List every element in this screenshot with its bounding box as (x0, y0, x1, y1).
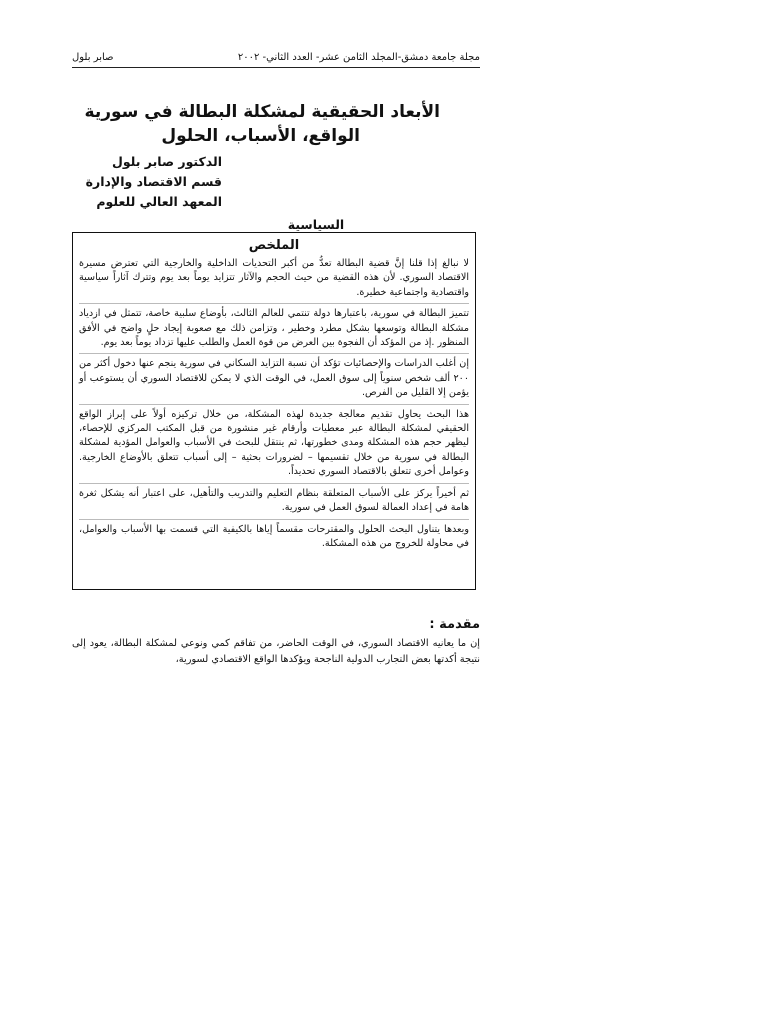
header-author: صابر بلول (72, 52, 114, 63)
abstract-paragraph: وبعدها يتناول البحث الحلول والمقترحات مقسماً إياها بالكيفية التي قسمت بها الأسباب والعوامل، في محاولة للخروج من هذه المشكلة. (79, 523, 469, 549)
author-institute: المعهد العالي للعلوم (96, 194, 222, 209)
paper-title (72, 100, 480, 148)
title-line-2: الواقع، الأسباب، الحلول (161, 126, 360, 146)
running-header (72, 49, 480, 68)
introduction-body: إن ما يعانيه الاقتصاد السوري، في الوقت الحاضر، من تفاقم كمي ونوعي لمشكلة البطالة، يعود إلى نتيجة أكدتها بعض التجارب الدولية الناجحة ويؤكدها الواقع الاقتصادي لسورية، (72, 638, 480, 665)
author-affiliation (72, 152, 480, 235)
author-institute-continued: السياسية (287, 217, 345, 232)
abstract-paragraph: إن أغلب الدراسات والإحصائيات تؤكد أن نسبة التزايد السكاني في سورية ينجم عنها دخول أكثر من ٢٠٠ ألف شخص سنوياً إلى سوق العمل، في الوقت الذي لا يمكن للاقتصاد السوري أن يستوعب أو يؤمن إلا القليل من الفرص. (79, 357, 469, 404)
author-department: قسم الاقتصاد والإدارة (85, 174, 222, 189)
abstract-paragraph: لا نبالغ إذا قلنا إنَّ قضية البطالة تعدُّ من أكبر التحديات الداخلية والخارجية التي تعترض مسيرة الاقتصاد السوري. لأن هذه القضية من حيث الحجم والآثار تتزايد يوماً بعد يوم وتترك آثاراً سياسية واقتصادية واجتماعية خطيرة. (79, 257, 469, 304)
abstract-box (72, 232, 476, 590)
title-line-1: الأبعاد الحقيقية لمشكلة البطالة في سورية (84, 102, 440, 122)
abstract-paragraph: هذا البحث يحاول تقديم معالجة جديدة لهذه المشكلة، من خلال تركيزه أولاً على إبراز الواقع الحقيقي لمشكلة البطالة عبر معطيات وأرقام غير منشورة من قبل المكتب المركزي للإحصاء، ليظهر حجم هذه المشكلة ومدى خطورتها، ثم ينتقل للبحث في الأسباب والعوامل المؤدية لمشكلة البطالة في سورية من خلال تقسيمها – لضرورات بحثية – إلى أسباب تتعلق بالأوضاع الخارجية. وعوامل أخرى تتعلق بالاقتصاد السوري تحديداً. (79, 408, 469, 484)
abstract-heading: الملخص (248, 238, 300, 253)
author-name: الدكتور صابر بلول (111, 154, 222, 169)
abstract-paragraph: تتميز البطالة في سورية، باعتبارها دولة تنتمي للعالم الثالث، بأوضاع سلبية خاصة، تتمثل في ازدياد مشكلة البطالة وتوسعها بشكل مطرد وخطير ، وتزامن ذلك مع صعوبة إيجاد حلٍ واضح في الأفق المنظور .إذ من المؤكد أن الفجوة بين العرض من قوة العمل والطلب عليها تزداد يوماً بعد يوم. (79, 307, 469, 354)
abstract-paragraph: ثم أخيراً يركز على الأسباب المتعلقة بنظام التعليم والتدريب والتأهيل، على اعتبار أنه يشكل ثغرة هامة في إعداد العمالة لسوق العمل في سورية. (79, 487, 469, 520)
journal-citation: مجلة جامعة دمشق-المجلد الثامن عشر- العدد الثاني- ٢٠٠٢ (237, 52, 480, 63)
introduction-heading: مقدمة : (429, 617, 480, 632)
